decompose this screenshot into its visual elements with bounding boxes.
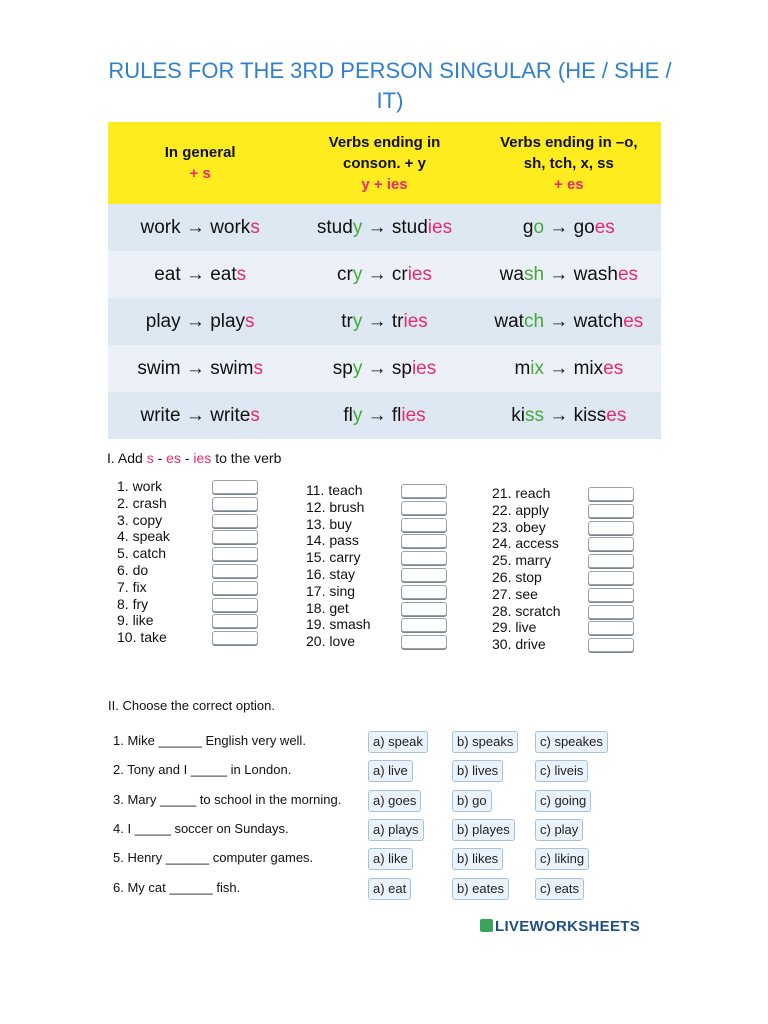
option-button[interactable]: a) eat xyxy=(368,878,411,900)
verb-item: 22. apply xyxy=(492,501,549,518)
rule-cell: watch → watches xyxy=(477,298,661,345)
rule-cell: swim → swims xyxy=(108,345,292,392)
answer-input[interactable] xyxy=(588,638,634,652)
verb-item: 16. stay xyxy=(306,565,356,582)
option-button[interactable]: a) live xyxy=(368,760,413,782)
answer-input[interactable] xyxy=(588,487,634,501)
option-button[interactable]: a) speak xyxy=(368,731,428,753)
verb-item: 11. teach xyxy=(306,482,363,498)
answer-input[interactable] xyxy=(401,618,447,632)
answer-input[interactable] xyxy=(212,514,258,528)
header-es: Verbs ending in –o, sh, tch, x, ss + es xyxy=(477,122,661,204)
option-button[interactable]: c) liveis xyxy=(535,760,588,782)
answer-input[interactable] xyxy=(212,480,258,494)
rule-cell: play → plays xyxy=(108,298,292,345)
answer-input[interactable] xyxy=(401,551,447,565)
verb-item: 25. marry xyxy=(492,552,552,569)
verb-item: 28. scratch xyxy=(492,602,561,619)
answer-input[interactable] xyxy=(212,547,258,561)
verb-item: 3. copy xyxy=(117,511,163,528)
verb-item: 24. access xyxy=(492,535,559,552)
verb-item: 10. take xyxy=(117,629,167,646)
verb-item: 2. crash xyxy=(117,494,167,511)
verb-item: 20. love xyxy=(306,633,356,650)
verb-item: 14. pass xyxy=(306,532,359,549)
answer-input[interactable] xyxy=(401,585,447,599)
rule-row xyxy=(108,298,661,345)
option-button[interactable]: b) playes xyxy=(452,819,515,841)
answer-input[interactable] xyxy=(588,521,634,535)
verb-list-col1 xyxy=(117,478,170,646)
answer-input[interactable] xyxy=(401,501,447,515)
rule-cell: fly → flies xyxy=(292,392,476,439)
verb-item: 8. fry xyxy=(117,595,149,612)
verb-item: 7. fix xyxy=(117,578,147,595)
answer-input[interactable] xyxy=(212,614,258,628)
rule-cell: cry → cries xyxy=(292,251,476,298)
answer-input[interactable] xyxy=(588,504,634,518)
verb-item: 27. see xyxy=(492,585,538,602)
exercise2-title: II. Choose the correct option. xyxy=(108,698,275,713)
rule-row xyxy=(108,251,661,298)
rule-cell: try → tries xyxy=(292,298,476,345)
rule-cell: spy → spies xyxy=(292,345,476,392)
option-button[interactable]: c) play xyxy=(535,819,583,841)
question-text: 6. My cat ______ fish. xyxy=(113,879,241,895)
answer-input[interactable] xyxy=(588,537,634,551)
answer-input[interactable] xyxy=(401,484,447,498)
rule-cell: study → studies xyxy=(292,204,476,251)
rule-cell: eat → eats xyxy=(108,251,292,298)
answer-input[interactable] xyxy=(212,564,258,578)
option-button[interactable]: c) eats xyxy=(535,878,584,900)
verb-item: 12. brush xyxy=(306,498,365,515)
verb-item: 26. stop xyxy=(492,568,542,585)
verb-item: 6. do xyxy=(117,561,149,578)
option-button[interactable]: c) liking xyxy=(535,848,589,870)
header-consonant-y: Verbs ending in conson. + y y + ies xyxy=(292,122,476,204)
answer-input[interactable] xyxy=(588,571,634,585)
option-button[interactable]: a) like xyxy=(368,848,413,870)
verb-item: 15. carry xyxy=(306,549,361,566)
verb-item: 4. speak xyxy=(117,528,170,545)
answer-input[interactable] xyxy=(401,635,447,649)
verb-list-col3 xyxy=(492,485,560,653)
rule-cell: mix → mixes xyxy=(477,345,661,392)
answer-input[interactable] xyxy=(588,588,634,602)
verb-item: 19. smash xyxy=(306,616,371,633)
option-button[interactable]: c) going xyxy=(535,790,591,812)
answer-input[interactable] xyxy=(212,631,258,645)
option-button[interactable]: b) go xyxy=(452,790,492,812)
exercise1-title: I. Add s - es - ies to the verb xyxy=(107,450,282,466)
answer-input[interactable] xyxy=(588,605,634,619)
verb-item: 23. obey xyxy=(492,518,546,535)
rule-row xyxy=(108,392,661,439)
answer-input[interactable] xyxy=(401,602,447,616)
answer-input[interactable] xyxy=(588,621,634,635)
option-button[interactable]: b) lives xyxy=(452,760,503,782)
rule-cell: work → works xyxy=(108,204,292,251)
verb-item: 18. get xyxy=(306,599,349,616)
rule-cell: write → writes xyxy=(108,392,292,439)
option-button[interactable]: b) eates xyxy=(452,878,509,900)
option-button[interactable]: c) speakes xyxy=(535,731,608,753)
verb-item: 5. catch xyxy=(117,545,167,562)
question-text: 2. Tony and I _____ in London. xyxy=(113,762,292,778)
answer-input[interactable] xyxy=(212,598,258,612)
verb-item: 21. reach xyxy=(492,485,551,501)
liveworksheets-logo: LIVEWORKSHEETS xyxy=(480,918,640,935)
page-title: RULES FOR THE 3RD PERSON SINGULAR (HE / SHE / IT) xyxy=(108,58,672,113)
verb-item: 30. drive xyxy=(492,636,546,653)
answer-input[interactable] xyxy=(588,554,634,568)
rule-cell: go → goes xyxy=(477,204,661,251)
option-button[interactable]: b) speaks xyxy=(452,731,518,753)
verb-item: 17. sing xyxy=(306,582,356,599)
rule-cell: wash → washes xyxy=(477,251,661,298)
question-text: 5. Henry ______ computer games. xyxy=(113,850,314,866)
verb-item: 9. like xyxy=(117,612,154,629)
rules-table xyxy=(108,122,661,439)
answer-input[interactable] xyxy=(401,518,447,532)
answer-input[interactable] xyxy=(401,568,447,582)
question-text: 3. Mary _____ to school in the morning. xyxy=(113,791,342,807)
rule-row xyxy=(108,204,661,251)
answer-input[interactable] xyxy=(212,497,258,511)
logo-icon xyxy=(480,919,493,932)
answer-input[interactable] xyxy=(212,581,258,595)
answer-input[interactable] xyxy=(212,530,258,544)
option-button[interactable]: a) goes xyxy=(368,790,421,812)
rule-row xyxy=(108,345,661,392)
verb-list-col2 xyxy=(306,482,371,650)
verb-item: 29. live xyxy=(492,619,537,636)
verb-item: 13. buy xyxy=(306,515,352,532)
answer-input[interactable] xyxy=(401,534,447,548)
rule-cell: kiss → kisses xyxy=(477,392,661,439)
verb-item: 1. work xyxy=(117,478,163,494)
option-button[interactable]: a) plays xyxy=(368,819,424,841)
option-button[interactable]: b) likes xyxy=(452,848,503,870)
question-text: 4. I _____ soccer on Sundays. xyxy=(113,820,289,836)
question-text: 1. Mike ______ English very well. xyxy=(113,733,306,748)
header-general: In general + s xyxy=(108,122,292,204)
